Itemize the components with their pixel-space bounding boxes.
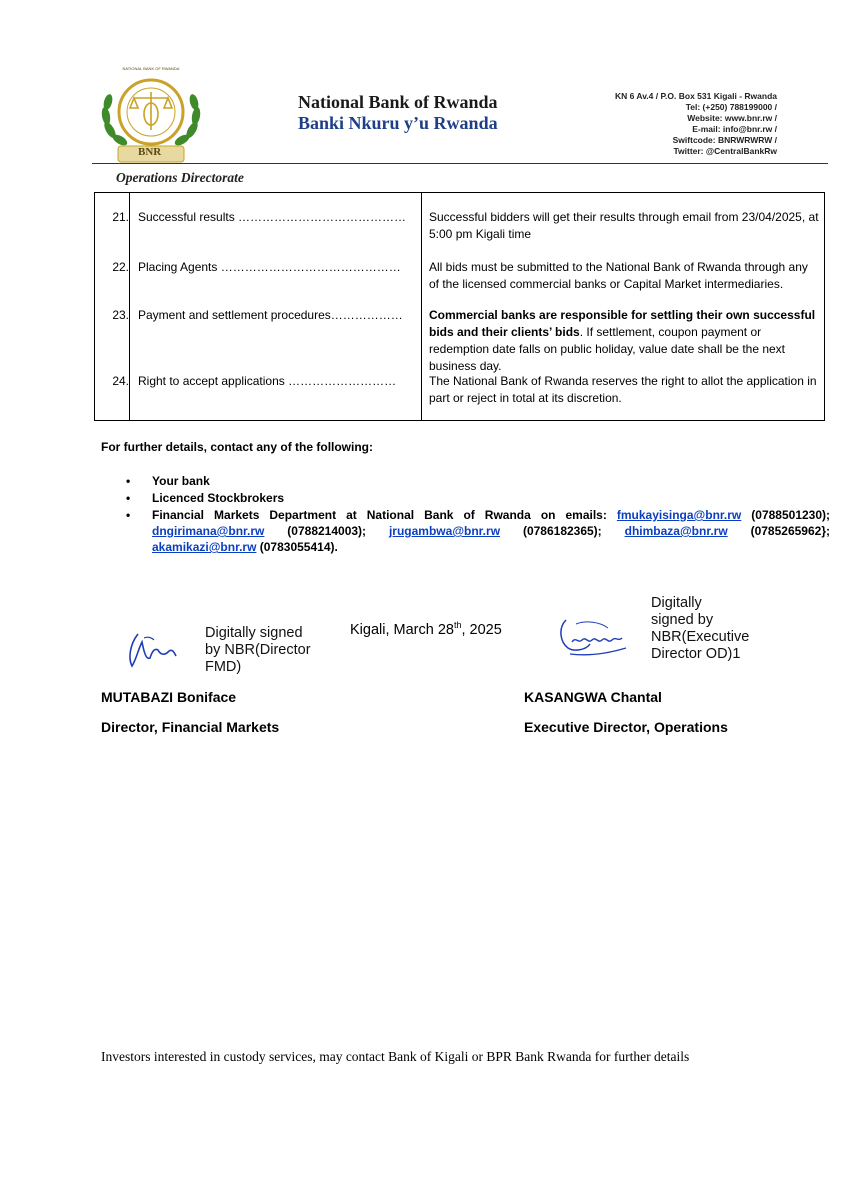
place-date-text: Kigali, March 28 [350,621,454,638]
contacts-title: For further details, contact any of the following: [101,440,374,454]
term-number: 22. [112,260,129,274]
table-divider [421,193,422,420]
term-number: 24. [112,374,129,388]
term-value-rest: . If settlement, coupon payment or redemption date falls on public holiday, value date shall be the next business day. [429,325,786,373]
phone-number: (0785265962}; [727,524,830,538]
bank-name-kinyarwanda: Banki Nkuru y’u Rwanda [298,113,498,133]
term-label: Placing Agents ……………………………………… [138,260,401,274]
terms-table [94,192,825,421]
bank-name-english: National Bank of Rwanda [298,92,498,112]
term-value: Successful bidders will get their results through email from 23/04/2025, at 5:00 pm Kigali time [429,210,819,241]
directorate-title: Operations Directorate [116,170,244,185]
date-suffix: th [453,620,462,630]
logo-label: BNR [138,146,162,158]
right-signer-title: Executive Director, Operations [524,719,728,735]
phone-number: (0783055414). [256,540,338,554]
date-year: , 2025 [461,621,502,638]
right-signature-scribble [556,614,630,667]
term-label: Right to accept applications ……………………… [138,374,397,388]
digital-signature-line: signed by [651,612,714,628]
left-signer-name: MUTABAZI Boniface [101,689,237,705]
phone-number: (0786182365); [500,524,625,538]
digital-signature-line: Digitally [651,595,702,611]
list-item: • Licenced Stockbrokers [120,490,830,506]
left-signature-scribble [124,630,180,675]
term-value: All bids must be submitted to the National Bank of Rwanda through any of the licensed commercial banks or Capital Market intermediaries. [429,260,808,291]
contact-twitter: Twitter: @CentralBankRw [673,146,777,156]
place-date [350,620,502,638]
digital-signature-line: NBR(Executive [651,629,750,645]
contact-phone: Tel: (+250) 788199000 / [685,102,777,112]
table-divider [129,193,130,420]
logo-ring-text: NATIONAL BANK OF RWANDA [122,66,180,71]
bnr-logo [96,68,206,164]
phone-number: (0788214003); [264,524,389,538]
right-digital-signature [651,595,749,663]
email-link[interactable]: akamikazi@bnr.rw [152,540,257,554]
term-value: The National Bank of Rwanda reserves the right to allot the application in part or reject in total at its discretion. [429,374,817,405]
left-digital-signature [205,625,311,676]
contacts-list [120,473,830,556]
contact-website: Website: www.bnr.rw / [687,113,777,123]
header-divider [92,163,828,164]
email-link[interactable]: fmukayisinga@bnr.rw [616,508,742,522]
contact-swift: Swiftcode: BNRWRWRW / [672,135,777,145]
term-number: 21. [112,210,129,224]
term-value [429,307,821,375]
list-item: • Your bank [120,473,830,489]
contacts-intro: Financial Markets Department at National Bank of Rwanda on emails: [152,508,617,522]
email-link[interactable]: jrugambwa@bnr.rw [388,524,501,538]
contact-address: KN 6 Av.4 / P.O. Box 531 Kigali - Rwanda [614,91,777,101]
digital-signature-line: FMD) [205,659,242,675]
left-signer-title: Director, Financial Markets [101,719,280,735]
term-label: Successful results …………………………………… [138,210,407,224]
term-label: Payment and settlement procedures……………… [138,308,403,322]
phone-number: (0788501230); [741,508,831,522]
term-value-bold: Commercial banks are responsible for settling their own successful bids and their clients’ bids [429,308,816,339]
right-signer-name: KASANGWA Chantal [524,689,662,705]
digital-signature-line: Director OD)1 [651,646,741,662]
digital-signature-line: by NBR(Director [205,642,311,658]
digital-signature-line: Digitally signed [205,625,303,641]
term-number: 23. [112,308,129,322]
list-item [120,507,830,555]
contact-email: E-mail: info@bnr.rw / [692,124,777,134]
email-link[interactable]: dngirimana@bnr.rw [152,524,265,538]
footer-note: Investors interested in custody services, may contact Bank of Kigali or BPR Bank Rwanda for further details [101,1049,690,1064]
email-link[interactable]: dhimbaza@bnr.rw [624,524,728,538]
